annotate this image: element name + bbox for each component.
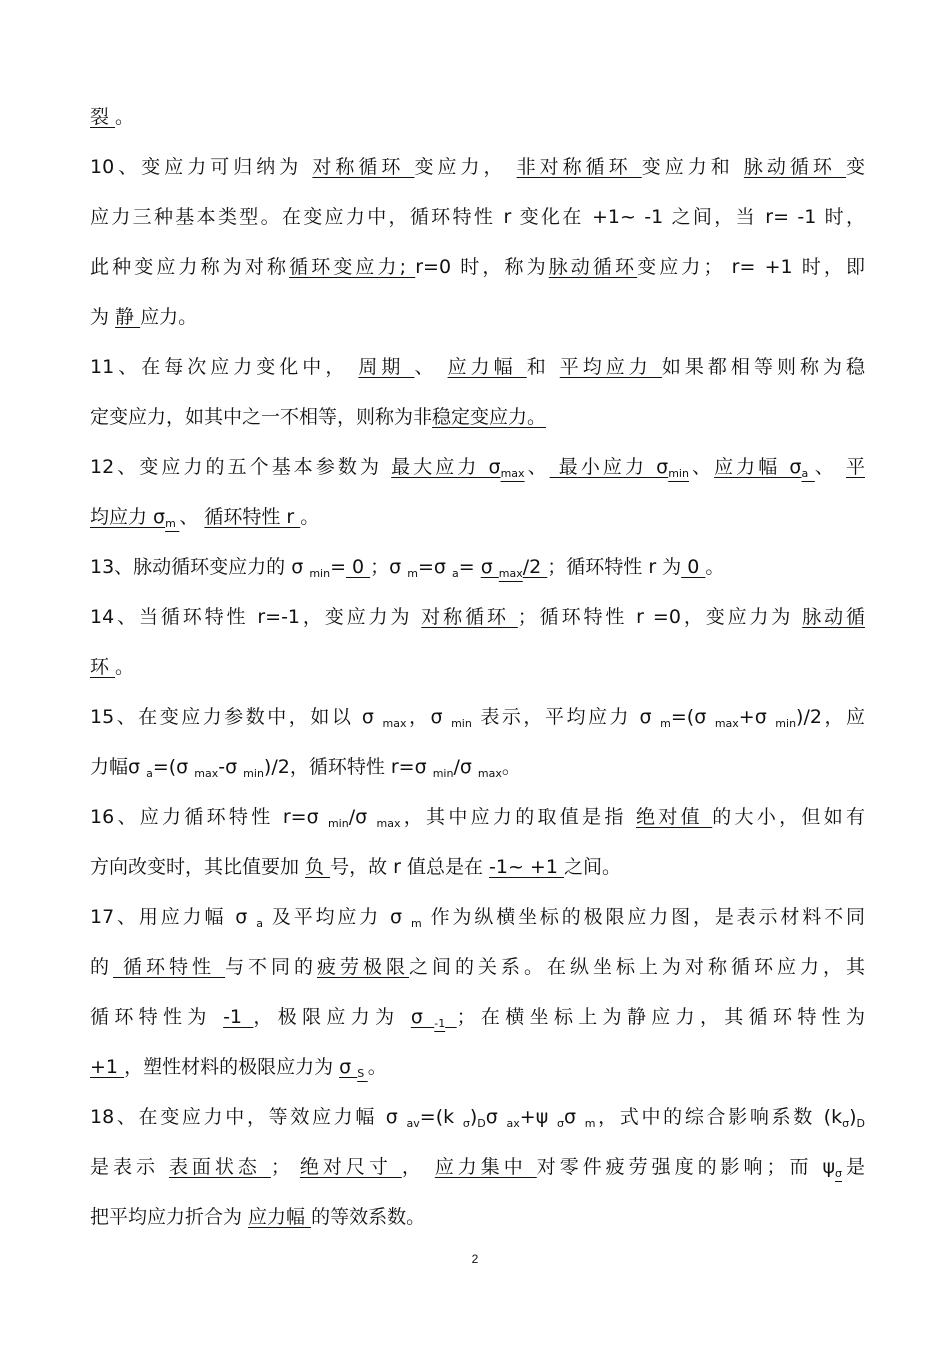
- text-run: σ: [485, 1106, 507, 1128]
- subscript: max: [376, 817, 401, 830]
- text-run: 、: [814, 456, 846, 478]
- answer-blank: 表面状态: [168, 1156, 271, 1178]
- answer-blank: 应力幅: [447, 356, 527, 378]
- text-line: [90, 104, 865, 130]
- answer-blank: 绝对尺寸: [299, 1156, 402, 1178]
- answer-blank: 循环特性 r: [204, 506, 301, 528]
- text-run: 对零件疲劳强度的影响；而 ψ: [536, 1156, 836, 1178]
- answer-blank: 循环特性: [113, 956, 226, 978]
- text-line: [90, 704, 865, 730]
- text-run: 之间。: [563, 856, 621, 878]
- text-run: 是表示: [90, 1156, 169, 1178]
- text-run: 变: [846, 156, 866, 178]
- answer-blank: 0: [345, 556, 371, 578]
- answer-blank: 循环变应力;: [289, 256, 416, 278]
- text-run: -σ: [218, 756, 244, 778]
- text-line: [90, 204, 865, 230]
- text-run: 。: [501, 756, 521, 778]
- answer-blank: 应力幅 σ: [714, 456, 802, 478]
- answer-blank: /2: [522, 556, 548, 578]
- text-line: [90, 554, 865, 580]
- text-line: [90, 404, 865, 430]
- text-run: 的等效系数。: [311, 1206, 426, 1228]
- text-line: [90, 1004, 865, 1030]
- text-run: 方向改变时，其比值要加: [90, 856, 306, 878]
- text-run: 16、应力循环特性 r=σ: [90, 806, 328, 828]
- subscript: min: [243, 767, 264, 780]
- answer-subscript: max: [498, 567, 523, 580]
- text-run: 是: [842, 1156, 865, 1178]
- subscript: m: [411, 917, 422, 930]
- text-line: [90, 1204, 865, 1230]
- answer-blank: 稳定变应力。: [432, 406, 547, 428]
- text-run: ，: [401, 1156, 435, 1178]
- subscript: max: [382, 717, 407, 730]
- page-number: 2: [471, 1252, 479, 1266]
- text-line: [90, 654, 865, 680]
- text-run: )/2，应: [796, 706, 865, 728]
- text-run: /σ: [453, 756, 478, 778]
- text-line: [90, 154, 865, 180]
- answer-blank: 平均应力: [559, 356, 662, 378]
- subscript: min: [309, 567, 331, 580]
- answer-blank: 脉动循环: [743, 156, 847, 178]
- text-run: ；在横坐标上为静应力，其循环特性为: [456, 1006, 865, 1028]
- text-run: ): [469, 1106, 478, 1128]
- text-run: 的大小，但如有: [712, 806, 866, 828]
- text-run: 12、变应力的五个基本参数为: [90, 456, 392, 478]
- answer-blank: 应力幅: [248, 1206, 312, 1228]
- answer-subscript: S: [357, 1067, 368, 1080]
- text-run: =(k: [419, 1106, 463, 1128]
- answer-blank: 脉动循环: [548, 256, 638, 278]
- text-run: ，式中的综合影响系数 (k: [595, 1106, 843, 1128]
- text-run: 。: [705, 556, 725, 578]
- text-line: [90, 754, 865, 780]
- text-run: 。: [300, 506, 320, 528]
- text-run: +ψ: [519, 1106, 557, 1128]
- subscript: av: [406, 1117, 420, 1130]
- text-run: 把平均应力折合为: [90, 1206, 249, 1228]
- text-run: ): [849, 1106, 857, 1128]
- subscript: max: [714, 717, 739, 730]
- answer-blank: 周期: [358, 356, 415, 378]
- text-run: 17、用应力幅 σ: [90, 906, 257, 928]
- text-run: 变应力，: [414, 156, 517, 178]
- text-run: ，塑性材料的极限应力为: [124, 1056, 340, 1078]
- answer-blank: [445, 1006, 456, 1028]
- text-run: 变应力； r= +1 时，即: [637, 256, 865, 278]
- answer-blank: σ: [339, 1056, 358, 1078]
- text-line: [90, 304, 865, 330]
- text-run: ；: [270, 1156, 300, 1178]
- text-run: 的: [90, 956, 113, 978]
- text-run: ；循环特性 r =0，变应力为: [517, 606, 803, 628]
- subscript: m: [584, 1117, 596, 1130]
- text-run: 为: [90, 306, 116, 328]
- text-run: 13、脉动循环变应力的 σ: [90, 556, 310, 578]
- text-run: /σ: [348, 806, 377, 828]
- text-run: 。: [115, 656, 135, 678]
- subscript: m: [407, 567, 418, 580]
- subscript: max: [194, 767, 219, 780]
- text-line: [90, 804, 865, 830]
- text-run: 、: [414, 356, 448, 378]
- answer-blank: 应力集中: [434, 1156, 537, 1178]
- text-run: ，极限应力为: [253, 1006, 411, 1028]
- answer-blank: 疲劳极限: [317, 956, 410, 978]
- text-line: [90, 1154, 865, 1180]
- text-run: 14、当循环特性 r=-1，变应力为: [90, 606, 422, 628]
- text-run: =(σ: [152, 756, 195, 778]
- text-run: =(σ: [670, 706, 715, 728]
- text-run: 作为纵横坐标的极限应力图，是表示材料不同: [421, 906, 865, 928]
- text-run: 此种变应力称为对称: [90, 256, 290, 278]
- text-line: [90, 504, 865, 530]
- text-run: 应力。: [140, 306, 198, 328]
- text-run: 10、变应力可归纳为: [90, 156, 313, 178]
- answer-blank: 0: [681, 556, 706, 578]
- answer-blank: 非对称循环: [516, 156, 642, 178]
- text-run: 号，故 r 值总是在: [330, 856, 490, 878]
- text-line: [90, 904, 865, 930]
- text-run: σ: [563, 1106, 585, 1128]
- text-run: ，σ: [406, 706, 452, 728]
- text-run: ；σ: [370, 556, 408, 578]
- subscript: min: [432, 767, 454, 780]
- text-run: ；循环特性 r 为: [547, 556, 682, 578]
- text-run: 、: [179, 506, 205, 528]
- answer-blank: 对称循环: [312, 156, 415, 178]
- subscript: a: [451, 567, 459, 580]
- subscript: D: [856, 1117, 865, 1130]
- subscript: min: [451, 717, 472, 730]
- text-run: 18、在变应力中，等效应力幅 σ: [90, 1106, 407, 1128]
- text-run: r=0 时，称为: [415, 256, 549, 278]
- text-run: )/2，循环特性 r=σ: [263, 756, 433, 778]
- text-line: [90, 1054, 865, 1080]
- answer-blank: 负: [305, 856, 331, 878]
- answer-blank: 环: [90, 656, 116, 678]
- text-run: +σ: [738, 706, 776, 728]
- text-run: 15、在变应力参数中，如以 σ: [90, 706, 383, 728]
- subscript: a: [256, 917, 263, 930]
- answer-blank: 平: [845, 456, 865, 478]
- answer-subscript: a: [801, 467, 815, 480]
- answer-blank: 绝对值: [636, 806, 713, 828]
- subscript: σ: [462, 1117, 470, 1130]
- subscript: min: [327, 817, 349, 830]
- text-run: 之间的关系。在纵坐标上为对称循环应力，其: [409, 956, 865, 978]
- answer-subscript: -1: [434, 1017, 446, 1030]
- text-line: [90, 954, 865, 980]
- text-run: 和: [526, 356, 560, 378]
- subscript: m: [660, 717, 671, 730]
- text-run: 、: [524, 456, 550, 478]
- text-run: 应力三种基本类型。在变应力中，循环特性 r 变化在 +1~ -1 之间，当 r= -1 时，: [90, 206, 865, 228]
- text-line: [90, 354, 865, 380]
- answer-blank: +1: [90, 1056, 125, 1078]
- text-run: =σ: [417, 556, 452, 578]
- answer-blank: 裂: [90, 106, 116, 128]
- text-run: 。: [115, 106, 135, 128]
- text-line: [90, 454, 865, 480]
- answer-blank: σ: [410, 1006, 435, 1028]
- text-run: 。: [367, 1056, 387, 1078]
- text-run: 及平均应力 σ: [262, 906, 411, 928]
- subscript: a: [146, 767, 153, 780]
- answer-blank: 均应力 σ: [90, 506, 166, 528]
- subscript: min: [775, 717, 797, 730]
- text-line: [90, 854, 865, 880]
- answer-blank: 静: [115, 306, 141, 328]
- subscript: D: [477, 1117, 486, 1130]
- text-run: 力幅σ: [90, 756, 147, 778]
- text-run: =: [330, 556, 346, 578]
- answer-blank: -1: [223, 1006, 254, 1028]
- text-run: 定变应力，如其中之一不相等，则称为非: [90, 406, 433, 428]
- text-run: 、: [688, 456, 715, 478]
- text-line: [90, 604, 865, 630]
- text-run: 与不同的: [225, 956, 318, 978]
- answer-subscript: m: [165, 517, 180, 530]
- answer-subscript: σ: [835, 1167, 842, 1180]
- text-run: 11、在每次应力变化中，: [90, 356, 359, 378]
- subscript: σ: [842, 1117, 850, 1130]
- text-run: ，其中应力的取值是指: [400, 806, 637, 828]
- answer-blank: 最小应力 σ: [549, 456, 669, 478]
- answer-subscript: max: [500, 467, 525, 480]
- subscript: max: [477, 767, 502, 780]
- text-run: 循环特性为: [90, 1006, 224, 1028]
- text-run: =: [458, 556, 481, 578]
- answer-blank: 脉动循: [802, 606, 865, 628]
- answer-blank: 最大应力 σ: [391, 456, 501, 478]
- subscript: σ: [556, 1117, 564, 1130]
- text-run: 如果都相等则称为稳: [661, 356, 866, 378]
- text-run: 表示，平均应力 σ: [471, 706, 661, 728]
- answer-blank: -1~ +1: [489, 856, 564, 878]
- text-run: 变应力和: [641, 156, 744, 178]
- answer-blank: 对称循环: [421, 606, 518, 628]
- text-line: [90, 1104, 865, 1130]
- answer-subscript: min: [668, 467, 689, 480]
- text-line: [90, 254, 865, 280]
- answer-blank: σ: [480, 556, 499, 578]
- subscript: ax: [506, 1117, 520, 1130]
